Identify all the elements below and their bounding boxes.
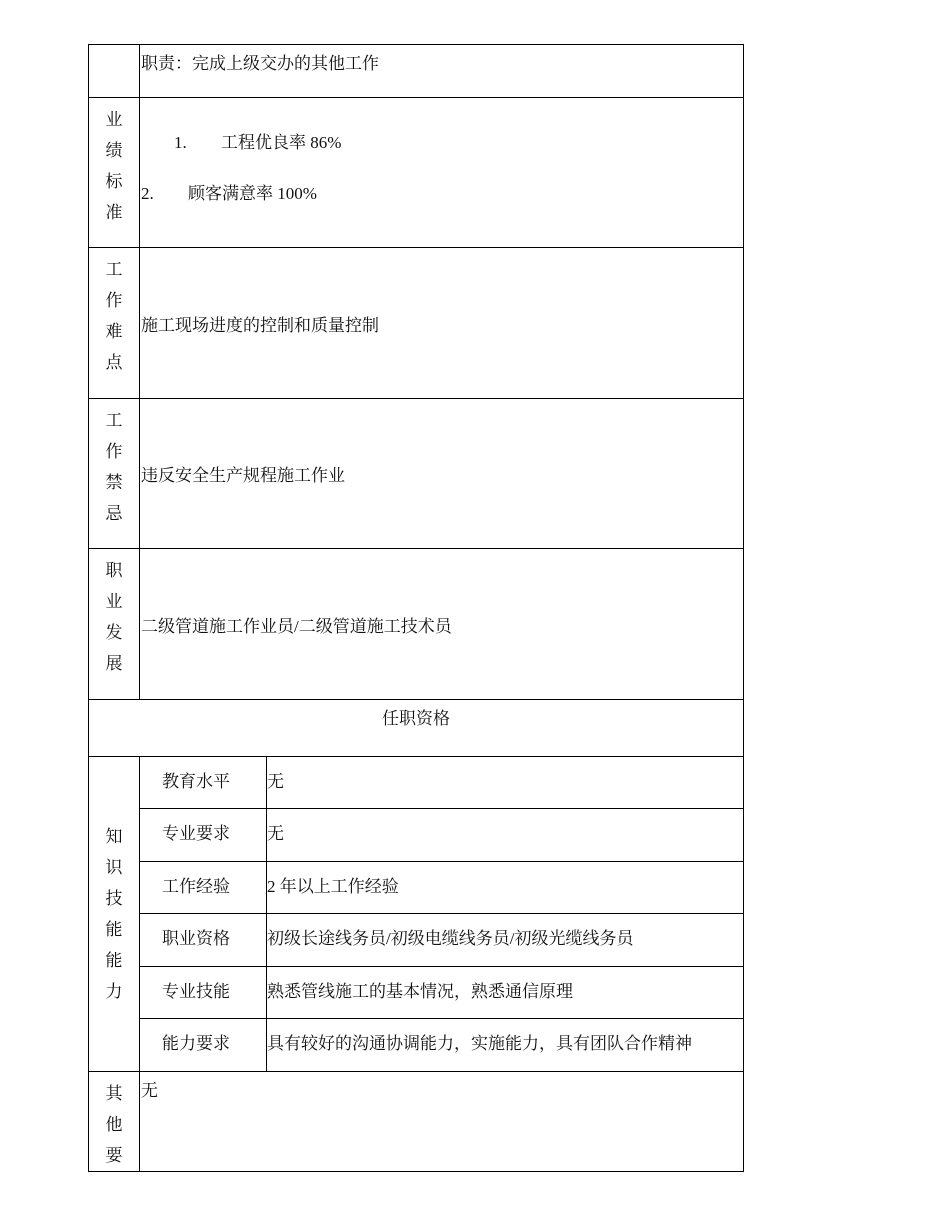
qualification-row <box>89 914 744 967</box>
qualification-value: 无 <box>267 809 744 862</box>
other-text: 无 <box>141 1081 158 1100</box>
performance-row <box>89 98 744 248</box>
job-description-table <box>88 44 743 1172</box>
taboo-text: 违反安全生产规程施工作业 <box>141 466 345 485</box>
other-row <box>89 1072 744 1172</box>
qualification-name: 能力要求 <box>140 1019 267 1072</box>
taboo-row <box>89 399 744 549</box>
career-cell <box>140 549 744 700</box>
job-table <box>88 44 744 1172</box>
qualification-row <box>89 1019 744 1072</box>
qualification-row <box>89 757 744 809</box>
duty-text: 职责：完成上级交办的其他工作 <box>141 54 379 73</box>
taboo-label: 工 作 禁 忌 <box>89 399 140 549</box>
qualification-name: 教育水平 <box>140 757 267 809</box>
qualification-value: 2 年以上工作经验 <box>267 862 744 914</box>
performance-item-1: 1. 工程优良率 86% <box>174 133 342 152</box>
qualification-value: 具有较好的沟通协调能力，实施能力，具有团队合作精神 <box>267 1019 744 1072</box>
qualification-name: 专业技能 <box>140 967 267 1019</box>
qualification-row <box>89 862 744 914</box>
duty-label-cell <box>89 45 140 98</box>
qualification-value: 无 <box>267 757 744 809</box>
career-row <box>89 549 744 700</box>
knowledge-skill-label: 知 识 技 能 能 力 <box>89 757 140 1072</box>
difficulty-row <box>89 248 744 399</box>
difficulty-label: 工 作 难 点 <box>89 248 140 399</box>
qualification-name: 工作经验 <box>140 862 267 914</box>
other-cell <box>140 1072 744 1172</box>
career-label: 职 业 发 展 <box>89 549 140 700</box>
qualification-value: 初级长途线务员/初级电缆线务员/初级光缆线务员 <box>267 914 744 967</box>
career-text: 二级管道施工作业员/二级管道施工技术员 <box>141 616 452 636</box>
qualification-name: 职业资格 <box>140 914 267 967</box>
qualification-name: 专业要求 <box>140 809 267 862</box>
qualification-title: 任职资格 <box>89 700 744 757</box>
other-label: 其 他 要 <box>89 1072 140 1172</box>
performance-item-2: 2. 顾客满意率 100% <box>141 184 317 203</box>
duty-row <box>89 45 744 98</box>
qualification-value: 熟悉管线施工的基本情况，熟悉通信原理 <box>267 967 744 1019</box>
qualification-row <box>89 809 744 862</box>
taboo-cell <box>140 399 744 549</box>
qualification-row <box>89 967 744 1019</box>
duty-cell <box>140 45 744 98</box>
difficulty-cell <box>140 248 744 399</box>
difficulty-text: 施工现场进度的控制和质量控制 <box>141 315 379 335</box>
performance-cell <box>140 98 744 248</box>
qualification-title-row <box>89 700 744 757</box>
performance-label: 业 绩 标 准 <box>89 98 140 248</box>
